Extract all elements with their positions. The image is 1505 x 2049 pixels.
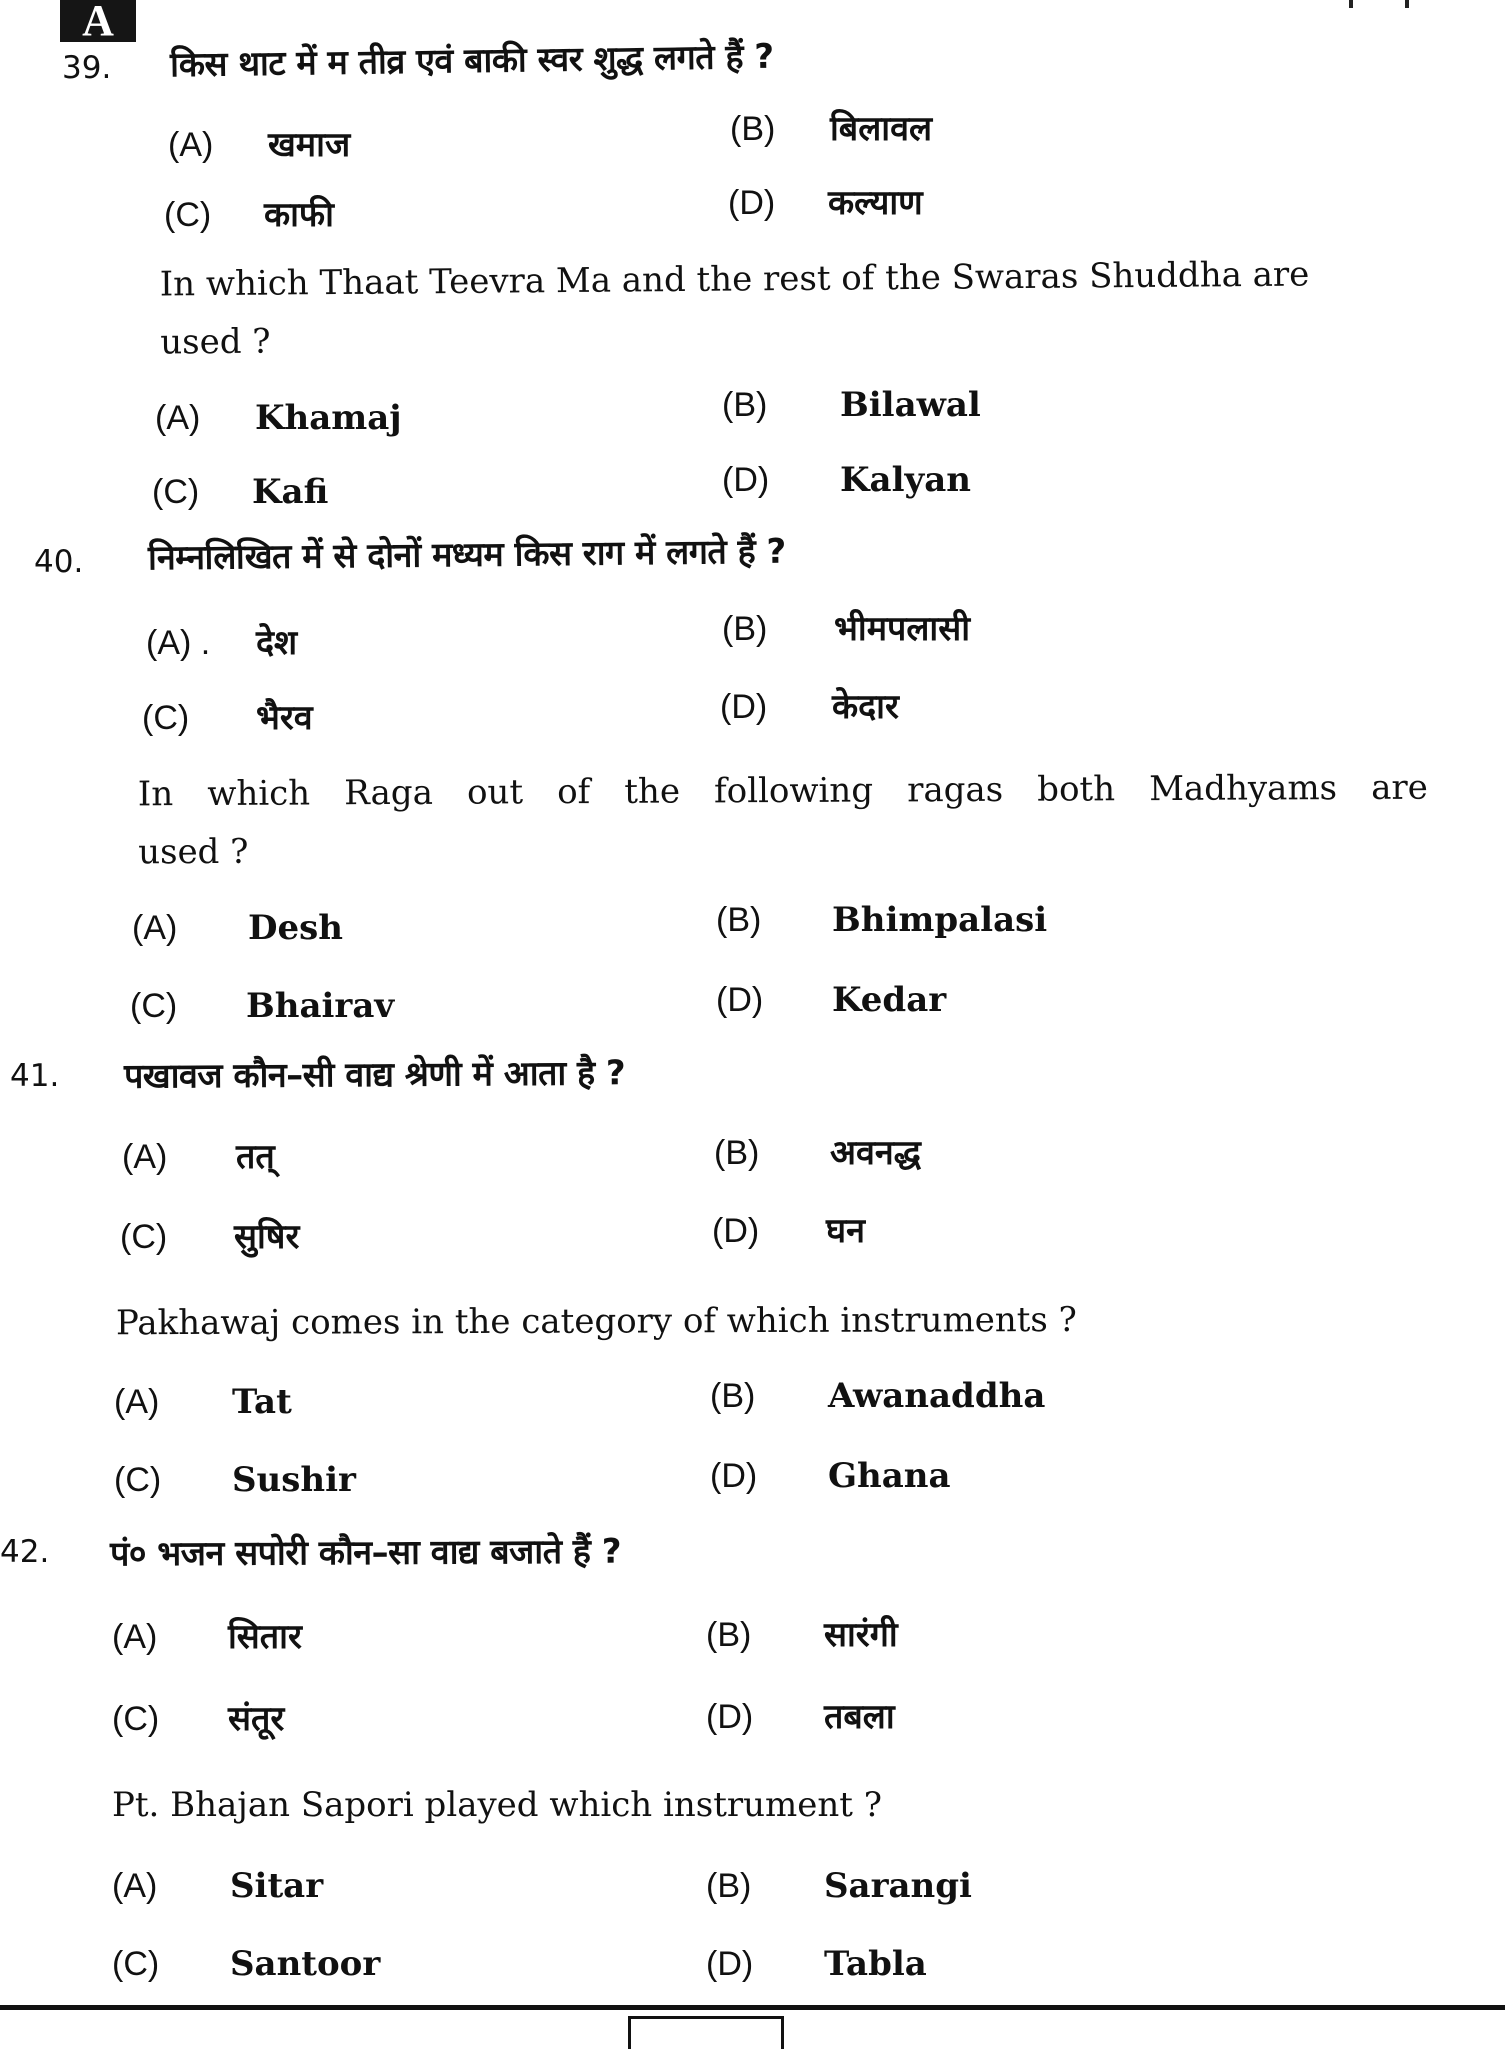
- option-value: सितार: [228, 1617, 302, 1657]
- option-value: Tabla: [824, 1944, 927, 1984]
- option-value: भीमपलासी: [834, 609, 970, 649]
- option-value: Kafi: [252, 472, 329, 512]
- option-b-hindi: [714, 1128, 921, 1174]
- option-c-hindi: [142, 693, 313, 739]
- option-value: घन: [826, 1211, 865, 1251]
- option-label: (B): [710, 1377, 756, 1415]
- page-corner-mark: [1345, 0, 1415, 10]
- option-value: Bilawal: [840, 385, 981, 425]
- option-label: (B): [730, 110, 776, 148]
- option-label: (D): [720, 688, 768, 726]
- option-value: Bhairav: [246, 986, 395, 1026]
- option-a-english: [132, 908, 343, 948]
- question-line: In which Raga out of the following ragas both Madhyams are: [137, 767, 1428, 815]
- option-a-hindi: [112, 1612, 302, 1658]
- question-text-english: [112, 1776, 1412, 1834]
- option-label: (C): [142, 699, 190, 737]
- option-label: (B): [706, 1867, 752, 1905]
- option-d-english: [706, 1944, 927, 1984]
- question-line: In which Thaat Teevra Ma and the rest of the Swaras Shuddha are: [159, 254, 1310, 305]
- option-value: केदार: [832, 687, 899, 727]
- option-b-hindi: [722, 604, 970, 650]
- option-a-english: [114, 1382, 292, 1422]
- option-label: (A): [168, 126, 214, 164]
- option-label: (D): [722, 461, 770, 499]
- option-b-hindi: [730, 104, 932, 150]
- question-line: Pakhawaj comes in the category of which instruments ?: [115, 1299, 1077, 1344]
- question-number: 40.: [34, 544, 84, 580]
- option-label: (B): [716, 901, 762, 939]
- option-a-hindi: [146, 618, 297, 664]
- option-label: (C): [130, 987, 178, 1025]
- option-value: अवनद्ध: [830, 1133, 921, 1173]
- option-value: संतूर: [228, 1699, 285, 1739]
- question-text-hindi: किस थाट में म तीव्र एवं बाकी स्वर शुद्ध लगते हैं ?: [169, 36, 774, 86]
- option-c-english: [112, 1944, 380, 1984]
- option-label: (A): [112, 1867, 158, 1905]
- option-a-hindi: [122, 1132, 275, 1178]
- option-value: Bhimpalasi: [832, 900, 1048, 940]
- option-d-english: [710, 1456, 951, 1496]
- option-b-english: [710, 1376, 1045, 1416]
- footer-divider: [0, 2005, 1505, 2010]
- option-label: (C): [114, 1461, 162, 1499]
- option-d-hindi: [712, 1206, 865, 1252]
- question-text-hindi: निम्नलिखित में से दोनों मध्यम किस राग में लगते हैं ?: [147, 531, 786, 579]
- option-d-english: [722, 460, 971, 500]
- option-c-hindi: [164, 190, 334, 236]
- option-c-english: [152, 472, 328, 512]
- option-value: Sarangi: [824, 1866, 972, 1906]
- option-d-hindi: [728, 178, 923, 224]
- option-value: बिलावल: [830, 109, 933, 149]
- option-label: (D): [706, 1698, 754, 1736]
- option-value: भैरव: [256, 698, 313, 738]
- option-label: (D): [716, 981, 764, 1019]
- option-c-english: [130, 986, 394, 1026]
- option-b-english: [706, 1866, 972, 1906]
- question-text-english: [116, 1290, 1416, 1353]
- question-number: 39.: [62, 50, 112, 86]
- option-label: (A) .: [146, 624, 211, 662]
- option-label: (B): [714, 1134, 760, 1172]
- option-label: (A): [122, 1138, 168, 1176]
- option-a-hindi: [168, 120, 350, 166]
- option-label: (D): [728, 184, 776, 222]
- option-value: खमाज: [268, 125, 351, 165]
- option-d-hindi: [706, 1692, 895, 1738]
- paper-code-box: [628, 2016, 784, 2049]
- option-label: (C): [164, 196, 212, 234]
- option-value: Awanaddha: [828, 1376, 1046, 1416]
- option-b-hindi: [706, 1610, 898, 1656]
- question-line: used ?: [160, 321, 271, 363]
- option-c-hindi: [112, 1694, 284, 1740]
- option-c-hindi: [120, 1212, 299, 1258]
- option-value: Sitar: [230, 1866, 324, 1906]
- question-number: 41.: [10, 1058, 60, 1094]
- question-text-hindi: पखावज कौन–सी वाद्य श्रेणी में आता है ?: [123, 1053, 626, 1097]
- option-label: (B): [722, 610, 768, 648]
- option-label: (D): [712, 1212, 760, 1250]
- option-value: Kalyan: [840, 460, 972, 500]
- option-value: Desh: [248, 908, 343, 948]
- question-text-english: [138, 759, 1429, 882]
- option-d-hindi: [720, 682, 899, 728]
- option-value: Kedar: [832, 980, 947, 1020]
- option-value: Santoor: [230, 1944, 381, 1984]
- option-label: (A): [132, 909, 178, 947]
- option-label: (B): [706, 1616, 752, 1654]
- option-value: सारंगी: [824, 1615, 898, 1655]
- option-value: Ghana: [828, 1456, 951, 1496]
- option-value: तबला: [824, 1697, 895, 1737]
- option-label: (B): [722, 386, 768, 424]
- option-label: (A): [114, 1383, 160, 1421]
- option-value: देश: [256, 623, 298, 663]
- option-d-english: [716, 980, 946, 1020]
- option-value: कल्याण: [828, 183, 923, 223]
- question-text-english: [160, 244, 1431, 371]
- option-value: सुषिर: [234, 1217, 300, 1257]
- option-value: Khamaj: [255, 398, 402, 438]
- option-value: Tat: [232, 1382, 292, 1422]
- option-a-english: [155, 398, 402, 438]
- option-label: (C): [112, 1945, 160, 1983]
- question-text-hindi: पं० भजन सपोरी कौन–सा वाद्य बजाते हैं ?: [109, 1531, 622, 1575]
- option-b-english: [716, 900, 1047, 940]
- option-value: काफी: [264, 195, 334, 235]
- option-a-english: [112, 1866, 323, 1906]
- option-label: (C): [112, 1700, 160, 1738]
- question-line: Pt. Bhajan Sapori played which instrument ?: [112, 1785, 882, 1825]
- option-label: (C): [120, 1218, 168, 1256]
- question-line: used ?: [138, 831, 249, 873]
- option-label: (A): [155, 399, 201, 437]
- option-label: (D): [706, 1945, 754, 1983]
- question-set-badge: A: [60, 0, 136, 42]
- option-b-english: [722, 385, 981, 425]
- option-label: (D): [710, 1457, 758, 1495]
- option-c-english: [114, 1460, 356, 1500]
- option-value: Sushir: [232, 1460, 356, 1500]
- option-label: (C): [152, 473, 200, 511]
- option-value: तत्: [236, 1137, 275, 1177]
- option-label: (A): [112, 1618, 158, 1656]
- question-number: 42.: [0, 1534, 50, 1570]
